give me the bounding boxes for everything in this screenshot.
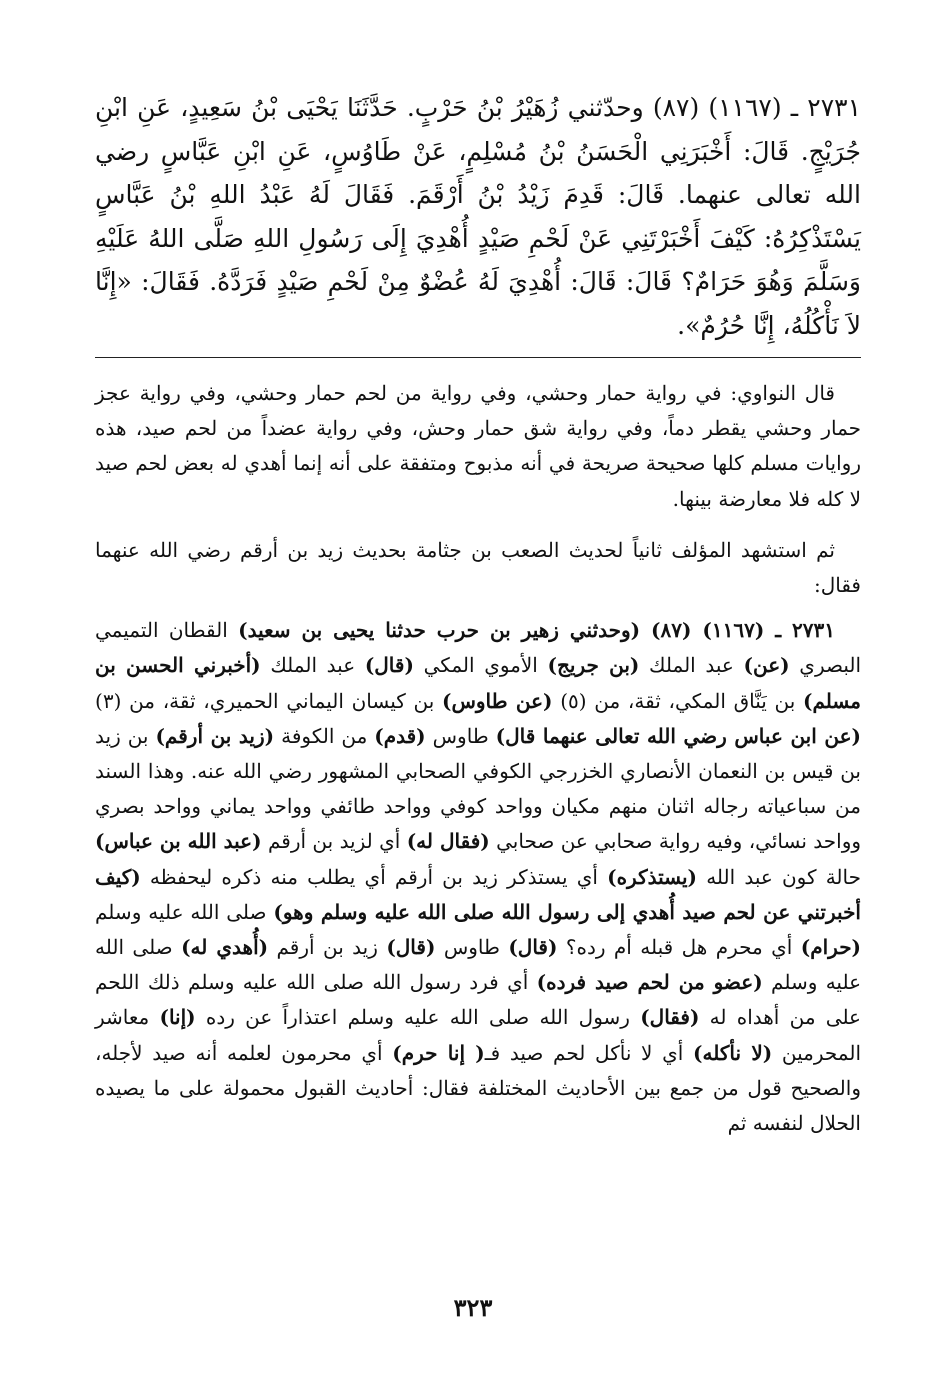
sharh-segment: صلى الله عليه وسلم	[95, 899, 274, 924]
sharh-bold-segment: (عبد الله بن عباس)	[95, 829, 262, 854]
sharh-bold-segment: (أُهدي له)	[181, 935, 269, 960]
nawawi-note: قال النواوي: في رواية حمار وحشي، وفي رواية من لحم حمار وحشي، وفي رواية عجز حمار وحشي يقطر دماً، وفي رواية شق حمار وحش، وفي رواية عضداً من لحم صيد، هذه روايات مسلم كلها صحيحة صريحة في أنه مذبوح ومتفقة على أنه إنما أهدي له بعض لحم صيد لا كله فلا معارضة بينها.	[95, 381, 861, 511]
sharh-segment: بن زيد بن قيس بن النعمان الأنصاري الخزرجي الكوفي الصحابي المشهور رضي الله عنه. وهذا السند من سباعياته رجاله اثنان منهم مكيان وواحد كوفي وواحد طائفي وواحد يماني وواحد بصري وواحد نسائي، وفيه رواية صحابي عن صحابي	[95, 723, 862, 854]
sharh-segment: زيد بن أرقم	[268, 935, 387, 960]
footnote-divider	[95, 357, 861, 358]
sharh-bold-segment: (عن ابن عباس رضي الله تعالى عنهما قال)	[495, 723, 861, 748]
sharh-segment: الأموي المكي	[413, 653, 548, 678]
sharh-bold-segment: (فقال له)	[406, 829, 490, 854]
sharh-segment: حالة كون عبد الله	[697, 864, 861, 889]
sharh-segment: عبد الملك	[639, 653, 744, 678]
sharh-segment: صلى الله عليه وسلم	[95, 935, 862, 995]
sharh-bold-segment: (كيف أخبرتني عن لحم صيد أُهدي إلى رسول الله صلى الله عليه وسلم وهو)	[95, 864, 861, 924]
sharh-segment: بن يَنَّاق المكي، ثقة، من (٥)	[552, 688, 804, 713]
sharh-bold-segment: ٢٧٣١ ـ (١١٦٧) (٨٧)	[640, 618, 835, 643]
sharh-paragraph	[95, 613, 861, 1141]
sharh-bold-segment: (فقال)	[640, 1005, 700, 1030]
sharh-segment: أي محرم هل قبله أم رده؟	[557, 935, 801, 960]
sharh-segment: أي فرد رسول الله صلى الله عليه وسلم ذلك اللحم على من أهداه له	[95, 970, 861, 1030]
sharh-bold-segment: (لا نأكله)	[693, 1040, 773, 1065]
sharh-segment: بن كيسان اليماني الحميري، ثقة، من (٣)	[95, 688, 442, 713]
sharh-bold-segment: (بن جريج)	[547, 653, 640, 678]
sharh-segment: طاوس	[425, 723, 496, 748]
sharh-segment: أي يستذكر زيد بن أرقم أي يطلب منه ذكره ليحفظه	[140, 864, 608, 889]
sharh-bold-segment: (قال)	[386, 935, 436, 960]
sharh-bold-segment: (عضو من لحم صيد فرده)	[536, 970, 763, 995]
sharh-bold-segment: (عن طاوس)	[442, 688, 553, 713]
sharh-segment: طاوس	[435, 935, 509, 960]
sharh-bold-segment: (عن)	[743, 653, 790, 678]
commentary-block	[95, 376, 861, 1141]
sharh-bold-segment: (قال)	[364, 653, 414, 678]
sharh-bold-segment: (قدم)	[374, 723, 426, 748]
author-intro: ثم استشهد المؤلف ثانياً لحديث الصعب بن جثامة بحديث زيد بن أرقم رضي الله عنهما فقال:	[95, 537, 861, 598]
sharh-segment: من الكوفة	[274, 723, 375, 748]
sharh-bold-segment: (إنا)	[159, 1005, 196, 1030]
hadith-block	[95, 86, 861, 347]
sharh-segment: رسول الله صلى الله عليه وسلم اعتذاراً عن رده	[195, 1005, 641, 1030]
sharh-bold-segment: (أخبرني الحسن بن مسلم)	[95, 653, 861, 713]
sharh-bold-segment: ( إنا حرم)	[392, 1040, 485, 1065]
sharh-segment: عبد الملك	[260, 653, 365, 678]
sharh-bold-segment: (وحدثني زهير بن حرب حدثنا يحيى بن سعيد)	[238, 618, 641, 643]
sharh-segment: أي لا نأكل لحم صيد فـ	[484, 1040, 694, 1065]
sharh-segment: أي لزيد بن أرقم	[261, 829, 407, 854]
sharh-bold-segment: (قال)	[508, 935, 558, 960]
sharh-bold-segment: (حرام)	[800, 935, 862, 960]
sharh-segment: أي محرمون لعلمه أنه صيد لأجله، والصحيح قول من جمع بين الأحاديث المختلفة فقال: أحاديث القبول محمولة على ما يصيده الحلال لنفسه ثم	[95, 1040, 861, 1136]
sharh-bold-segment: (زيد بن أرقم)	[155, 723, 275, 748]
page-number: ٣٢٣	[453, 1293, 493, 1322]
sharh-segment: القطان التميمي البصري	[95, 618, 862, 678]
sharh-segment: معاشر المحرمين	[95, 1005, 862, 1065]
hadith-text: ٢٧٣١ ـ (١١٦٧) (٨٧) وحدّثني زُهَيْرُ بْنُ حَرْبٍ. حَدَّثَنَا يَحْيَى بْنُ سَعِيدٍ، عَنِ ابْنِ جُرَيْجٍ. قَالَ: أَخْبَرَنِي الْحَسَنُ بْنُ مُسْلِمٍ، عَنْ طَاوُسٍ، عَنِ ابْنِ عَبَّاسٍ رضي الله تعالى عنهما. قَالَ: قَدِمَ زَيْدُ بْنُ أَرْقَمَ. فَقَالَ لَهُ عَبْدُ اللهِ بْنُ عَبَّاسٍ يَسْتَذْكِرُهُ: كَيْفَ أَخْبَرْتَنِي عَنْ لَحْمِ صَيْدٍ أُهْدِيَ إِلَى رَسُولِ اللهِ صَلَّى اللهُ عَلَيْهِ وَسَلَّمَ وَهُوَ حَرَامٌ؟ قَالَ: قَالَ: أُهْدِيَ لَهُ عُضْوٌ مِنْ لَحْمِ صَيْدٍ فَرَدَّهُ. فَقَالَ: «إِنَّا لاَ نَأْكُلُهُ، إِنَّا حُرُمٌ».	[95, 93, 861, 340]
sharh-bold-segment: (يستذكره)	[607, 864, 698, 889]
